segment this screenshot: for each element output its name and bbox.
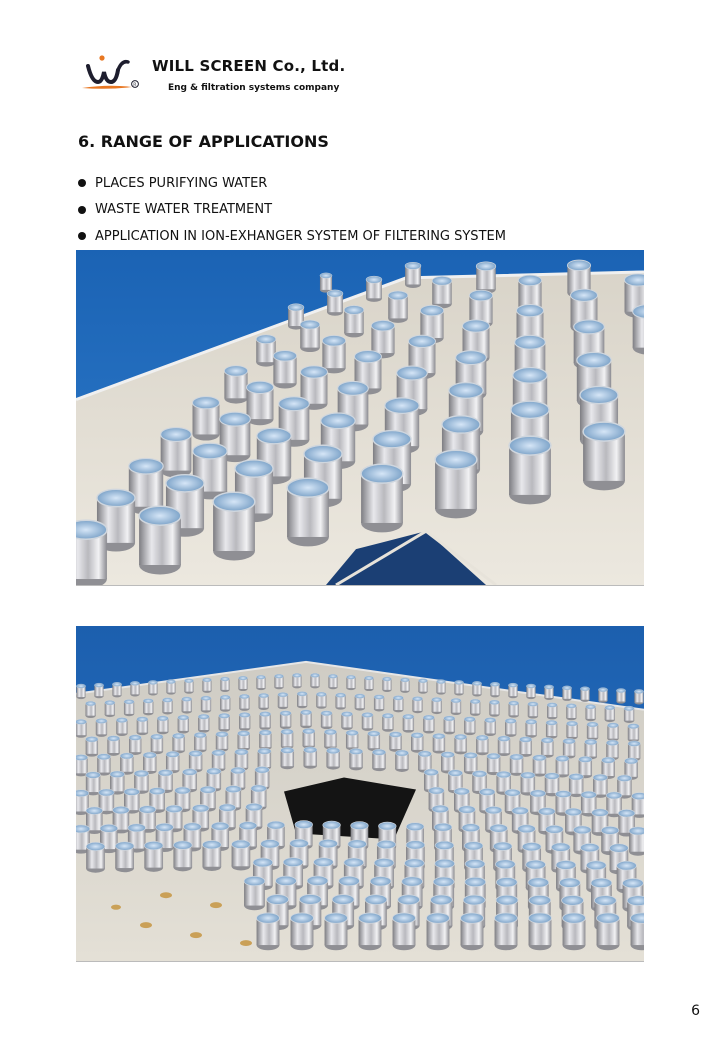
list-item — [78, 223, 506, 250]
bullet-icon — [78, 232, 86, 240]
nozzle-plate-wide-photo — [76, 626, 644, 962]
will-screen-logo — [80, 52, 140, 94]
company-tagline: Eng & filtration systems company — [168, 83, 340, 93]
applications-list — [78, 170, 506, 250]
company-name: WILL SCREEN Co., Ltd. — [152, 57, 346, 75]
svg-text:R: R — [133, 83, 137, 88]
list-item — [78, 197, 506, 224]
list-item — [78, 170, 506, 197]
page-number: 6 — [691, 1003, 700, 1019]
nozzle-plate-closeup-photo — [76, 250, 644, 586]
page-header — [80, 52, 380, 102]
list-item-text: PLACES PURIFYING WATER — [95, 175, 268, 191]
bullet-icon — [78, 206, 86, 214]
list-item-text: WASTE WATER TREATMENT — [95, 202, 273, 218]
list-item-text: APPLICATION IN ION-EXHANGER SYSTEM OF FILTERING SYSTEM — [95, 228, 506, 244]
bullet-icon — [78, 179, 86, 187]
section-title: 6. RANGE OF APPLICATIONS — [78, 132, 329, 151]
